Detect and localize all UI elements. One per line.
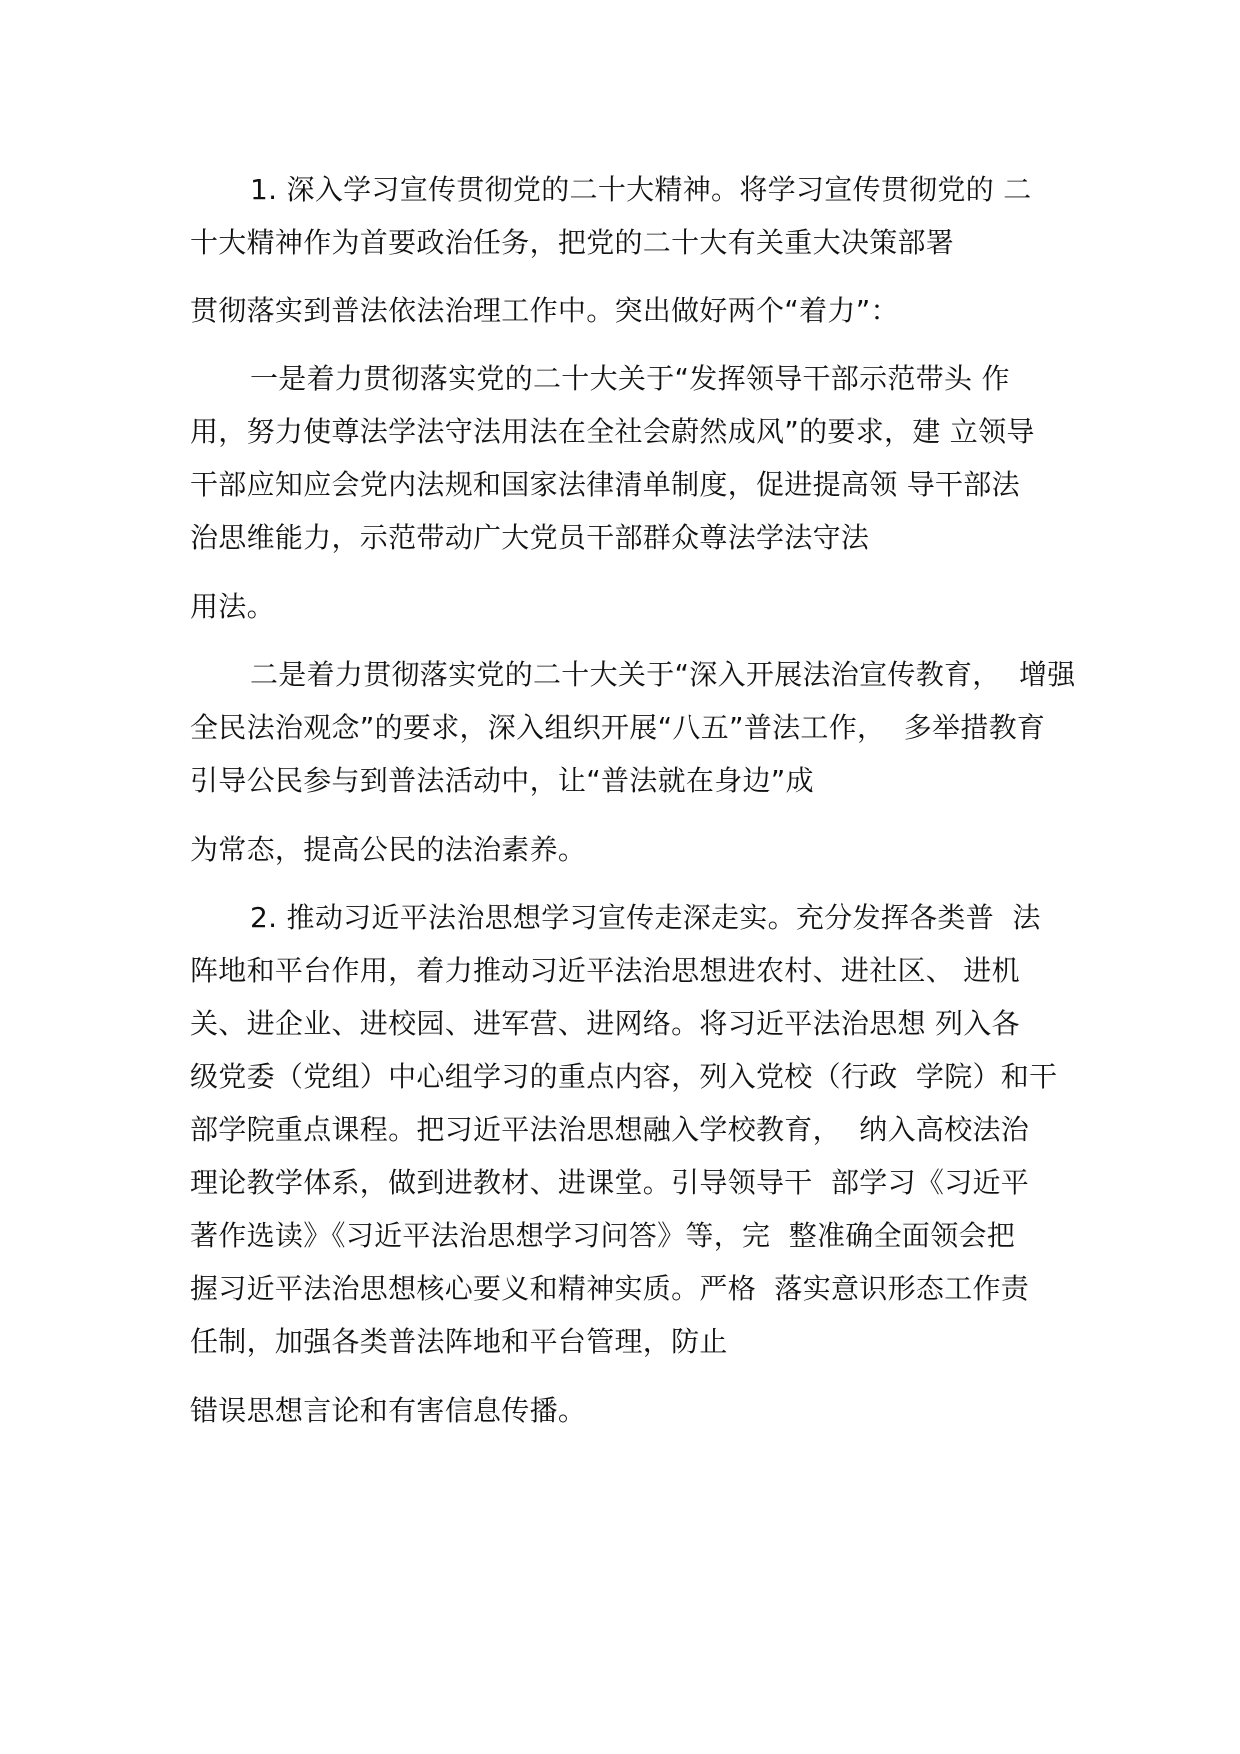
- paragraph-2-line-2: 用，努力使尊法学法守法用法在全社会蔚然成风”的要求，建 立领导: [190, 415, 1035, 448]
- paragraph-4-line-2: 阵地和平台作用，着力推动习近平法治思想进农村、进社区、 进机: [190, 954, 1020, 987]
- paragraph-1-line-1: 1. 深入学习宣传贯彻党的二十大精神。将学习宣传贯彻党的 二: [250, 173, 1032, 206]
- paragraph-4-line-1: 2. 推动习近平法治思想学习宣传走深走实。充分发挥各类普 法: [250, 901, 1041, 934]
- paragraph-4-line-7: 著作选读》《习近平法治思想学习问答》等，完 整准确全面领会把: [190, 1219, 1016, 1252]
- paragraph-1-line-2: 十大精神作为首要政治任务，把党的二十大有关重大决策部署: [190, 226, 955, 259]
- paragraph-4-line-9: 任制，加强各类普法阵地和平台管理，防止: [190, 1325, 728, 1358]
- paragraph-4-line-10: 错误思想言论和有害信息传播。: [190, 1394, 587, 1427]
- paragraph-4-line-3: 关、进企业、进校园、进军营、进网络。将习近平法治思想 列入各: [190, 1007, 1020, 1040]
- paragraph-3-line-4: 为常态，提高公民的法治素养。: [190, 833, 587, 866]
- paragraph-2-line-3: 干部应知应会党内法规和国家法律清单制度，促进提高领 导干部法: [190, 468, 1020, 501]
- paragraph-4-line-4: 级党委（党组）中心组学习的重点内容，列入党校（行政 学院）和干: [190, 1060, 1058, 1093]
- paragraph-3-line-3: 引导公民参与到普法活动中，让“普法就在身边”成: [190, 764, 814, 797]
- paragraph-4-line-5: 部学院重点课程。把习近平法治思想融入学校教育， 纳入高校法治: [190, 1113, 1030, 1146]
- paragraph-2-line-4: 治思维能力，示范带动广大党员干部群众尊法学法守法: [190, 521, 870, 554]
- paragraph-1-line-3: 贯彻落实到普法依法治理工作中。突出做好两个“着力”：: [190, 294, 899, 327]
- paragraph-4-line-8: 握习近平法治思想核心要义和精神实质。严格 落实意识形态工作责: [190, 1272, 1030, 1305]
- paragraph-3-line-1: 二是着力贯彻落实党的二十大关于“深入开展法治宣传教育， 增强: [250, 658, 1076, 691]
- paragraph-2-line-1: 一是着力贯彻落实党的二十大关于“发挥领导干部示范带头 作: [250, 362, 1010, 395]
- paragraph-2-line-5: 用法。: [190, 590, 275, 623]
- paragraph-3-line-2: 全民法治观念”的要求，深入组织开展“八五”普法工作， 多举措教育: [190, 711, 1046, 744]
- paragraph-4-line-6: 理论教学体系，做到进教材、进课堂。引导领导干 部学习《习近平: [190, 1166, 1030, 1199]
